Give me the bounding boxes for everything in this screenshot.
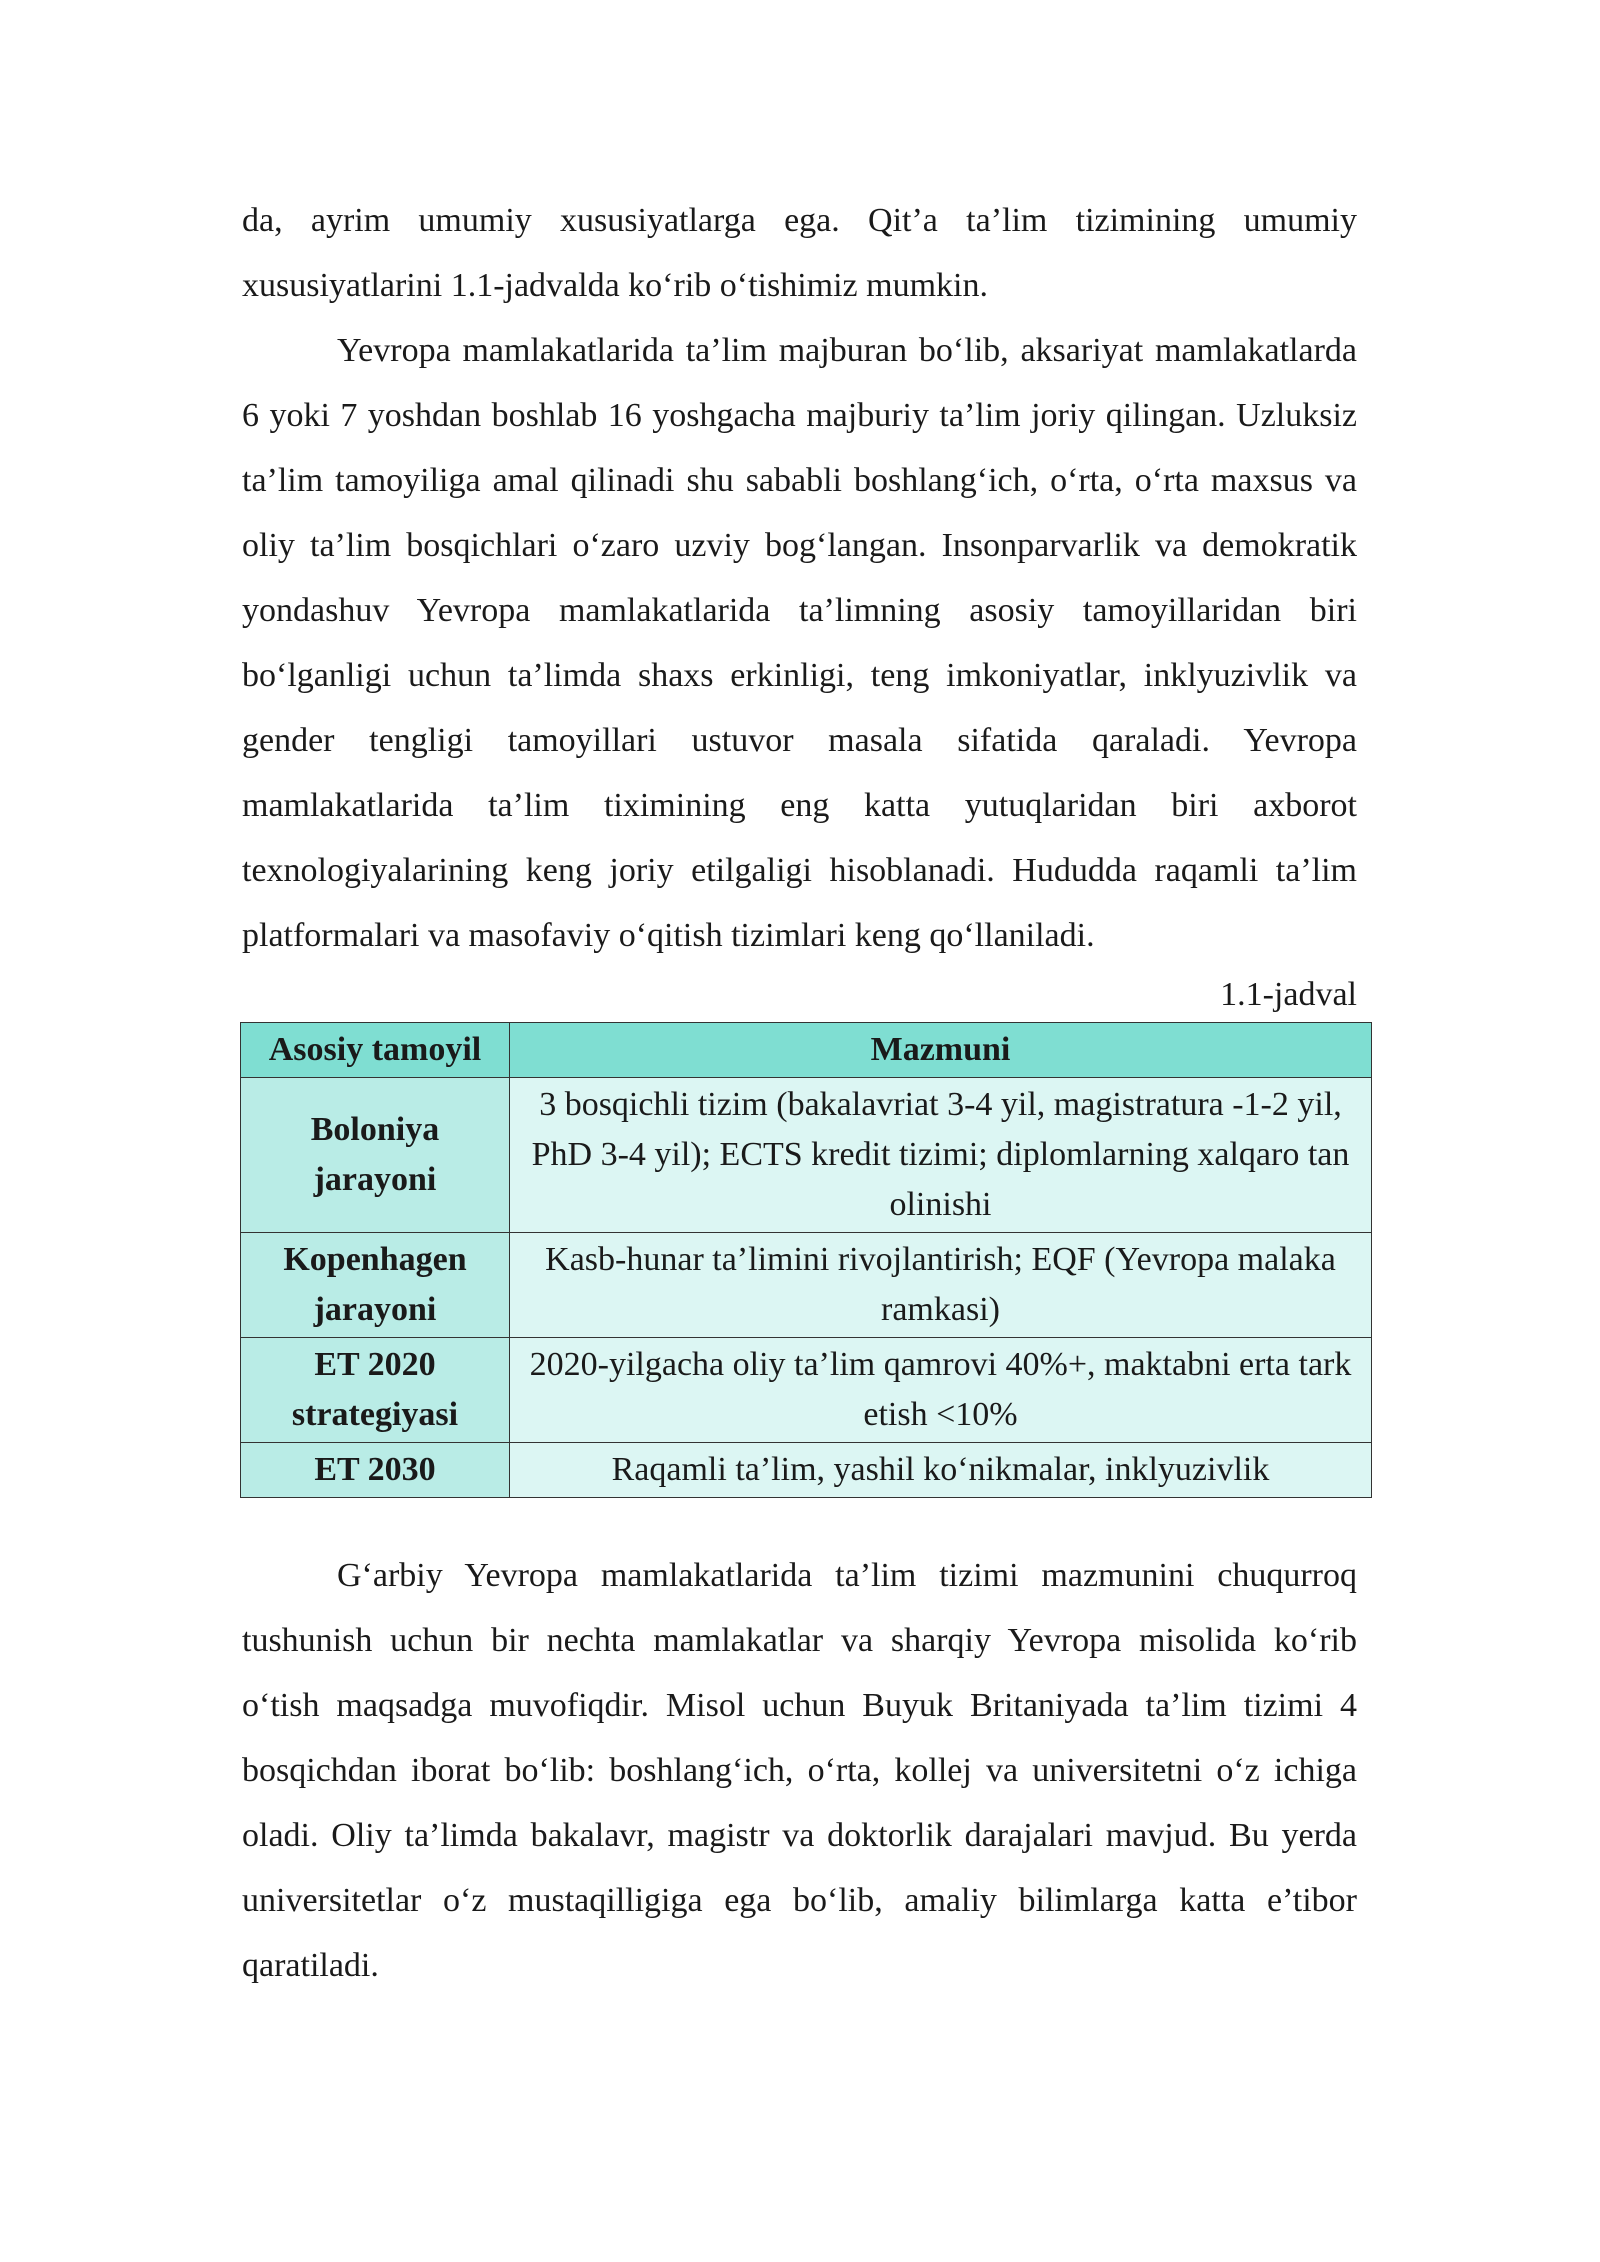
table-row bbox=[241, 1233, 1372, 1338]
table-cell-principle: ET 2030 bbox=[241, 1443, 510, 1498]
spacer bbox=[242, 1498, 1357, 1543]
table-cell-content: Raqamli ta’lim, yashil ko‘nikmalar, inklyuzivlik bbox=[510, 1443, 1372, 1498]
table-header-row bbox=[241, 1023, 1372, 1078]
table-cell-principle: ET 2020 strategiyasi bbox=[241, 1338, 510, 1443]
table-cell-principle: Boloniya jarayoni bbox=[241, 1078, 510, 1233]
table-row bbox=[241, 1443, 1372, 1498]
paragraph-europe-education: Yevropa mamlakatlarida ta’lim majburan bo‘lib, aksariyat mamlakatlarda 6 yoki 7 yoshdan boshlab 16 yoshgacha majburiy ta’lim joriy qilingan. Uzluksiz ta’lim tamoyiliga amal qilinadi shu sababli boshlang‘ich, o‘rta, o‘rta maxsus va oliy ta’lim bosqichlari o‘zaro uzviy bog‘langan. Insonparvarlik va demokratik yondashuv Yevropa mamlakatlarida ta’limning asosiy tamoyillaridan biri bo‘lganligi uchun ta’limda shaxs erkinligi, teng imkoniyatlar, inklyuzivlik va gender tengligi tamoyillari ustuvor masala sifatida qaraladi. Yevropa mamlakatlarida ta’lim tiximining eng katta yutuqlaridan biri axborot texnologiyalarining keng joriy etilgaligi hisoblanadi. Hududda raqamli ta’lim platformalari va masofaviy o‘qitish tizimlari keng qo‘llaniladi. bbox=[242, 332, 1357, 954]
table-cell-content: 3 bosqichli tizim (bakalavriat 3-4 yil, magistratura -1-2 yil, PhD 3-4 yil); ECTS kredit tizimi; diplomlarning xalqaro tan olinishi bbox=[510, 1078, 1372, 1233]
table-header-content: Mazmuni bbox=[510, 1023, 1372, 1078]
table-row bbox=[241, 1078, 1372, 1233]
table-row bbox=[241, 1338, 1372, 1443]
document-page bbox=[242, 188, 1357, 1998]
paragraph-western-europe: G‘arbiy Yevropa mamlakatlarida ta’lim tizimi mazmunini chuqurroq tushunish uchun bir nechta mamlakatlar va sharqiy Yevropa misolida ko‘rib o‘tish maqsadga muvofiqdir. Misol uchun Buyuk Britaniyada ta’lim tizimi 4 bosqichdan iborat bo‘lib: boshlang‘ich, o‘rta, kollej va universitetni o‘z ichiga oladi. Oliy ta’limda bakalavr, magistr va doktorlik darajalari mavjud. Bu yerda universitetlar o‘z mustaqilligiga ega bo‘lib, amaliy bilimlarga katta e’tibor qaratiladi. bbox=[242, 1557, 1357, 1984]
principles-table bbox=[240, 1022, 1372, 1498]
paragraph-intro: da, ayrim umumiy xususiyatlarga ega. Qit’a ta’lim tizimining umumiy xususiyatlarini 1.1-jadvalda ko‘rib o‘tishimiz mumkin. bbox=[242, 202, 1357, 304]
table-cell-content: 2020-yilgacha oliy ta’lim qamrovi 40%+, maktabni erta tark etish <10% bbox=[510, 1338, 1372, 1443]
table-header-principle: Asosiy tamoyil bbox=[241, 1023, 510, 1078]
table-cell-content: Kasb-hunar ta’limini rivojlantirish; EQF (Yevropa malaka ramkasi) bbox=[510, 1233, 1372, 1338]
table-cell-principle: Kopenhagen jarayoni bbox=[241, 1233, 510, 1338]
table-caption: 1.1-jadval bbox=[1220, 976, 1357, 1013]
